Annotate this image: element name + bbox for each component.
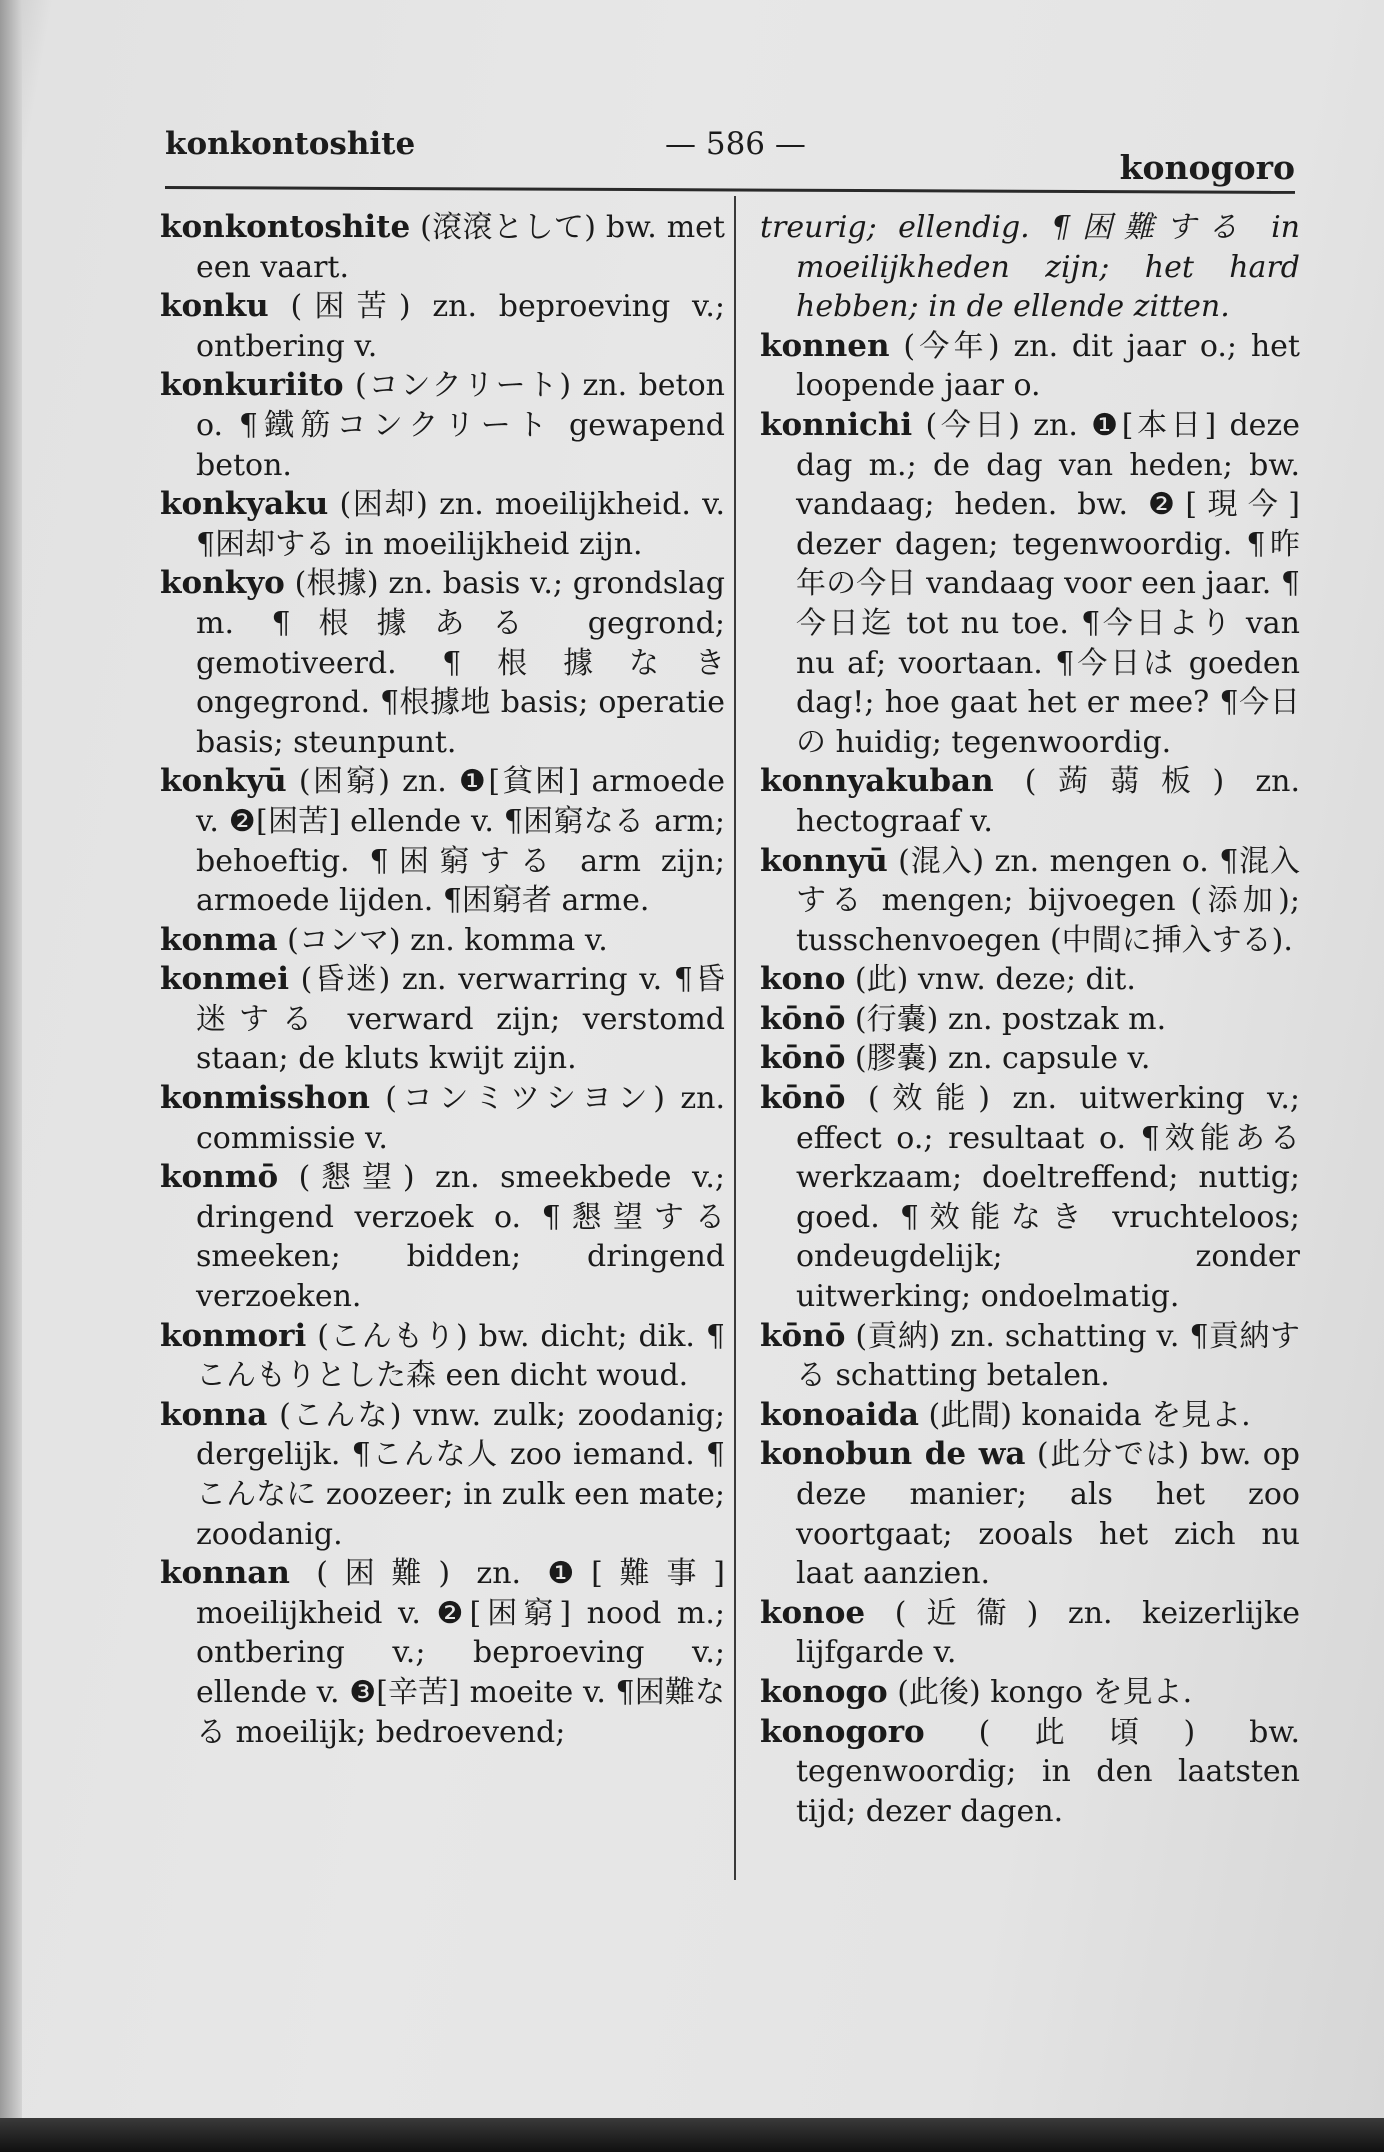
dictionary-entry [760,1396,1300,1436]
definition: (困苦) zn. beproeving v.; ontbering v. [196,289,725,364]
headword: konnichi [760,406,913,443]
dictionary-entry [160,1554,725,1752]
headword: konmō [160,1159,279,1196]
dictionary-entry [160,485,725,564]
dictionary-entry [760,1673,1300,1713]
headword: konku [160,288,269,325]
definition: (今年) zn. dit jaar o.; het loopende jaar o. [796,328,1300,404]
dictionary-entry [760,1317,1300,1396]
headword: kono [760,961,846,998]
definition: (混入) zn. mengen o. ¶混入する mengen; bijvoegen (添加); tusschenvoegen (中間に挿入する). [796,843,1300,958]
definition: (貢納) zn. schatting v. ¶貢納する schatting betalen. [796,1318,1300,1394]
right-column [760,208,1300,1831]
definition: (近衞) zn. keizerlijke lijfgarde v. [796,1595,1300,1671]
definition: (滾滾として) bw. met een vaart. [196,210,725,285]
page-number: — 586 — [665,126,806,162]
dictionary-entry [760,1713,1300,1832]
dictionary-entry [160,1396,725,1554]
headword: konnyakuban [760,763,994,800]
headword: konkyū [160,763,287,800]
dictionary-entry [160,921,725,961]
headword: konmei [160,961,289,998]
left-column [160,208,725,1752]
headword: konoaida [760,1396,919,1433]
headword: konnan [160,1555,290,1592]
headword: konkuriito [160,367,344,404]
right-guide-word: konogoro [1119,148,1295,187]
definition: (困窮) zn. ❶[貧困] armoede v. ❷[困苦] ellende v. ¶困窮なる arm; behoeftig. ¶困窮する arm zijn; armoede lijden. ¶困窮者 arme. [196,764,725,919]
definition: (根據) zn. basis v.; grondslag m. ¶根據ある gegrond; gemotiveerd. ¶根據なき ongegrond. ¶根據地 basis; operatie basis; steunpunt. [196,566,725,760]
dictionary-entry [760,1435,1300,1593]
dictionary-entry [160,287,725,366]
dictionary-entry [160,366,725,485]
headword: konobun de wa [760,1436,1026,1473]
definition: (此間) konaida を見よ. [919,1397,1251,1433]
definition: treurig; ellendig. ¶困難する in moeilijkheden zijn; het hard hebben; in de ellende zitten. [760,210,1300,325]
dictionary-entry [760,1594,1300,1673]
headword: kōnō [760,1000,846,1037]
headword: kōnō [760,1317,846,1354]
running-head [165,118,1295,188]
headword: konnen [760,327,890,364]
definition: (此頃) bw. tegenwoordig; in den laatsten tijd; dezer dagen. [796,1714,1300,1829]
dictionary-entry [760,762,1300,841]
dictionary-entry [160,1158,725,1316]
definition: (此) vnw. deze; dit. [845,962,1136,998]
headword: konkontoshite [160,209,411,245]
definition: (懇望) zn. smeekbede v.; dringend verzoek o. ¶懇望する smeeken; bidden; dringend verzoeken. [196,1160,725,1315]
dictionary-entry [760,327,1300,406]
definition: (困却) zn. moeilijkheid. v. ¶困却する in moeilijkheid zijn. [196,487,725,562]
dictionary-entry [760,1039,1300,1079]
definition: (コンミツシヨン) zn. commissie v. [196,1081,725,1156]
dictionary-entry [760,842,1300,961]
headword: konmori [160,1317,307,1354]
dictionary-entry [760,1079,1300,1317]
headword: konmisshon [160,1080,370,1117]
definition: (昏迷) zn. verwarring v. ¶昏迷する verward zijn; verstomd staan; de kluts kwijt zijn. [196,962,725,1077]
headword: kōnō [760,1040,846,1077]
definition: (コンマ) zn. komma v. [277,922,608,958]
definition: (行嚢) zn. postzak m. [845,1001,1167,1037]
dictionary-entry [760,960,1300,1000]
definition: (こんな) vnw. zulk; zoodanig; dergelijk. ¶こんな人 zoo iemand. ¶こんなに zoozeer; in zulk een mate; zoodanig. [196,1397,725,1552]
definition: (今日) zn. ❶[本日] deze dag m.; de dag van heden; bw. vandaag; heden. bw. ❷[現今] dezer dagen; tegenwoordig. ¶昨年の今日 vandaag voor een jaar. ¶今日迄 tot nu toe. ¶今日より van nu af; voortaan. ¶今日は goeden dag!; hoe gaat het er mee? ¶今日の huidig; tegenwoordig. [796,407,1300,760]
dictionary-entry [760,1000,1300,1040]
page-spine-shadow [0,0,22,2152]
definition: (こんもり) bw. dicht; dik. ¶こんもりとした森 een dicht woud. [196,1318,725,1394]
page-edge-shadow [0,2118,1384,2152]
definition: (蒟蒻板) zn. hectograaf v. [796,764,1300,839]
dictionary-entry [160,1079,725,1158]
headword: konkyaku [160,486,329,523]
definition: (此分では) bw. op deze manier; als het zoo voortgaat; zooals het zich nu laat aanzien. [796,1437,1300,1592]
dictionary-entry-continued [760,208,1300,327]
dictionary-entry [160,1317,725,1396]
headword: konna [160,1396,268,1433]
definition: (困難) zn. ❶[難事] moeilijkheid v. ❷[困窮] nood m.; ontbering v.; beproeving v.; ellende v. ❸[辛苦] moeite v. ¶困難なる moeilijk; bedroevend; [196,1556,725,1750]
definition: (コンクリート) zn. beton o. ¶鐵筋コンクリート gewapend beton. [196,368,725,483]
headword: konogoro [760,1713,925,1750]
dictionary-entry [160,564,725,762]
dictionary-entry [160,208,725,287]
definition: (此後) kongo を見よ. [887,1674,1193,1710]
dictionary-entry [160,960,725,1079]
headword: konnyū [760,842,888,879]
headword: konoe [760,1594,866,1631]
definition: (效能) zn. uitwerking v.; effect o.; resultaat o. ¶效能ある werkzaam; doeltreffend; nuttig; goed. ¶效能なき vruchteloos; ondeugdelijk; zonder uitwerking; ondoelmatig. [796,1081,1300,1315]
headword: konma [160,921,278,958]
column-divider [734,196,736,1880]
headword: kōnō [760,1080,846,1117]
dictionary-entry [160,762,725,920]
dictionary-entry [760,406,1300,762]
headword: konkyo [160,565,285,602]
definition: (膠嚢) zn. capsule v. [845,1041,1151,1077]
headword: konogo [760,1673,888,1710]
left-guide-word: konkontoshite [165,126,416,162]
